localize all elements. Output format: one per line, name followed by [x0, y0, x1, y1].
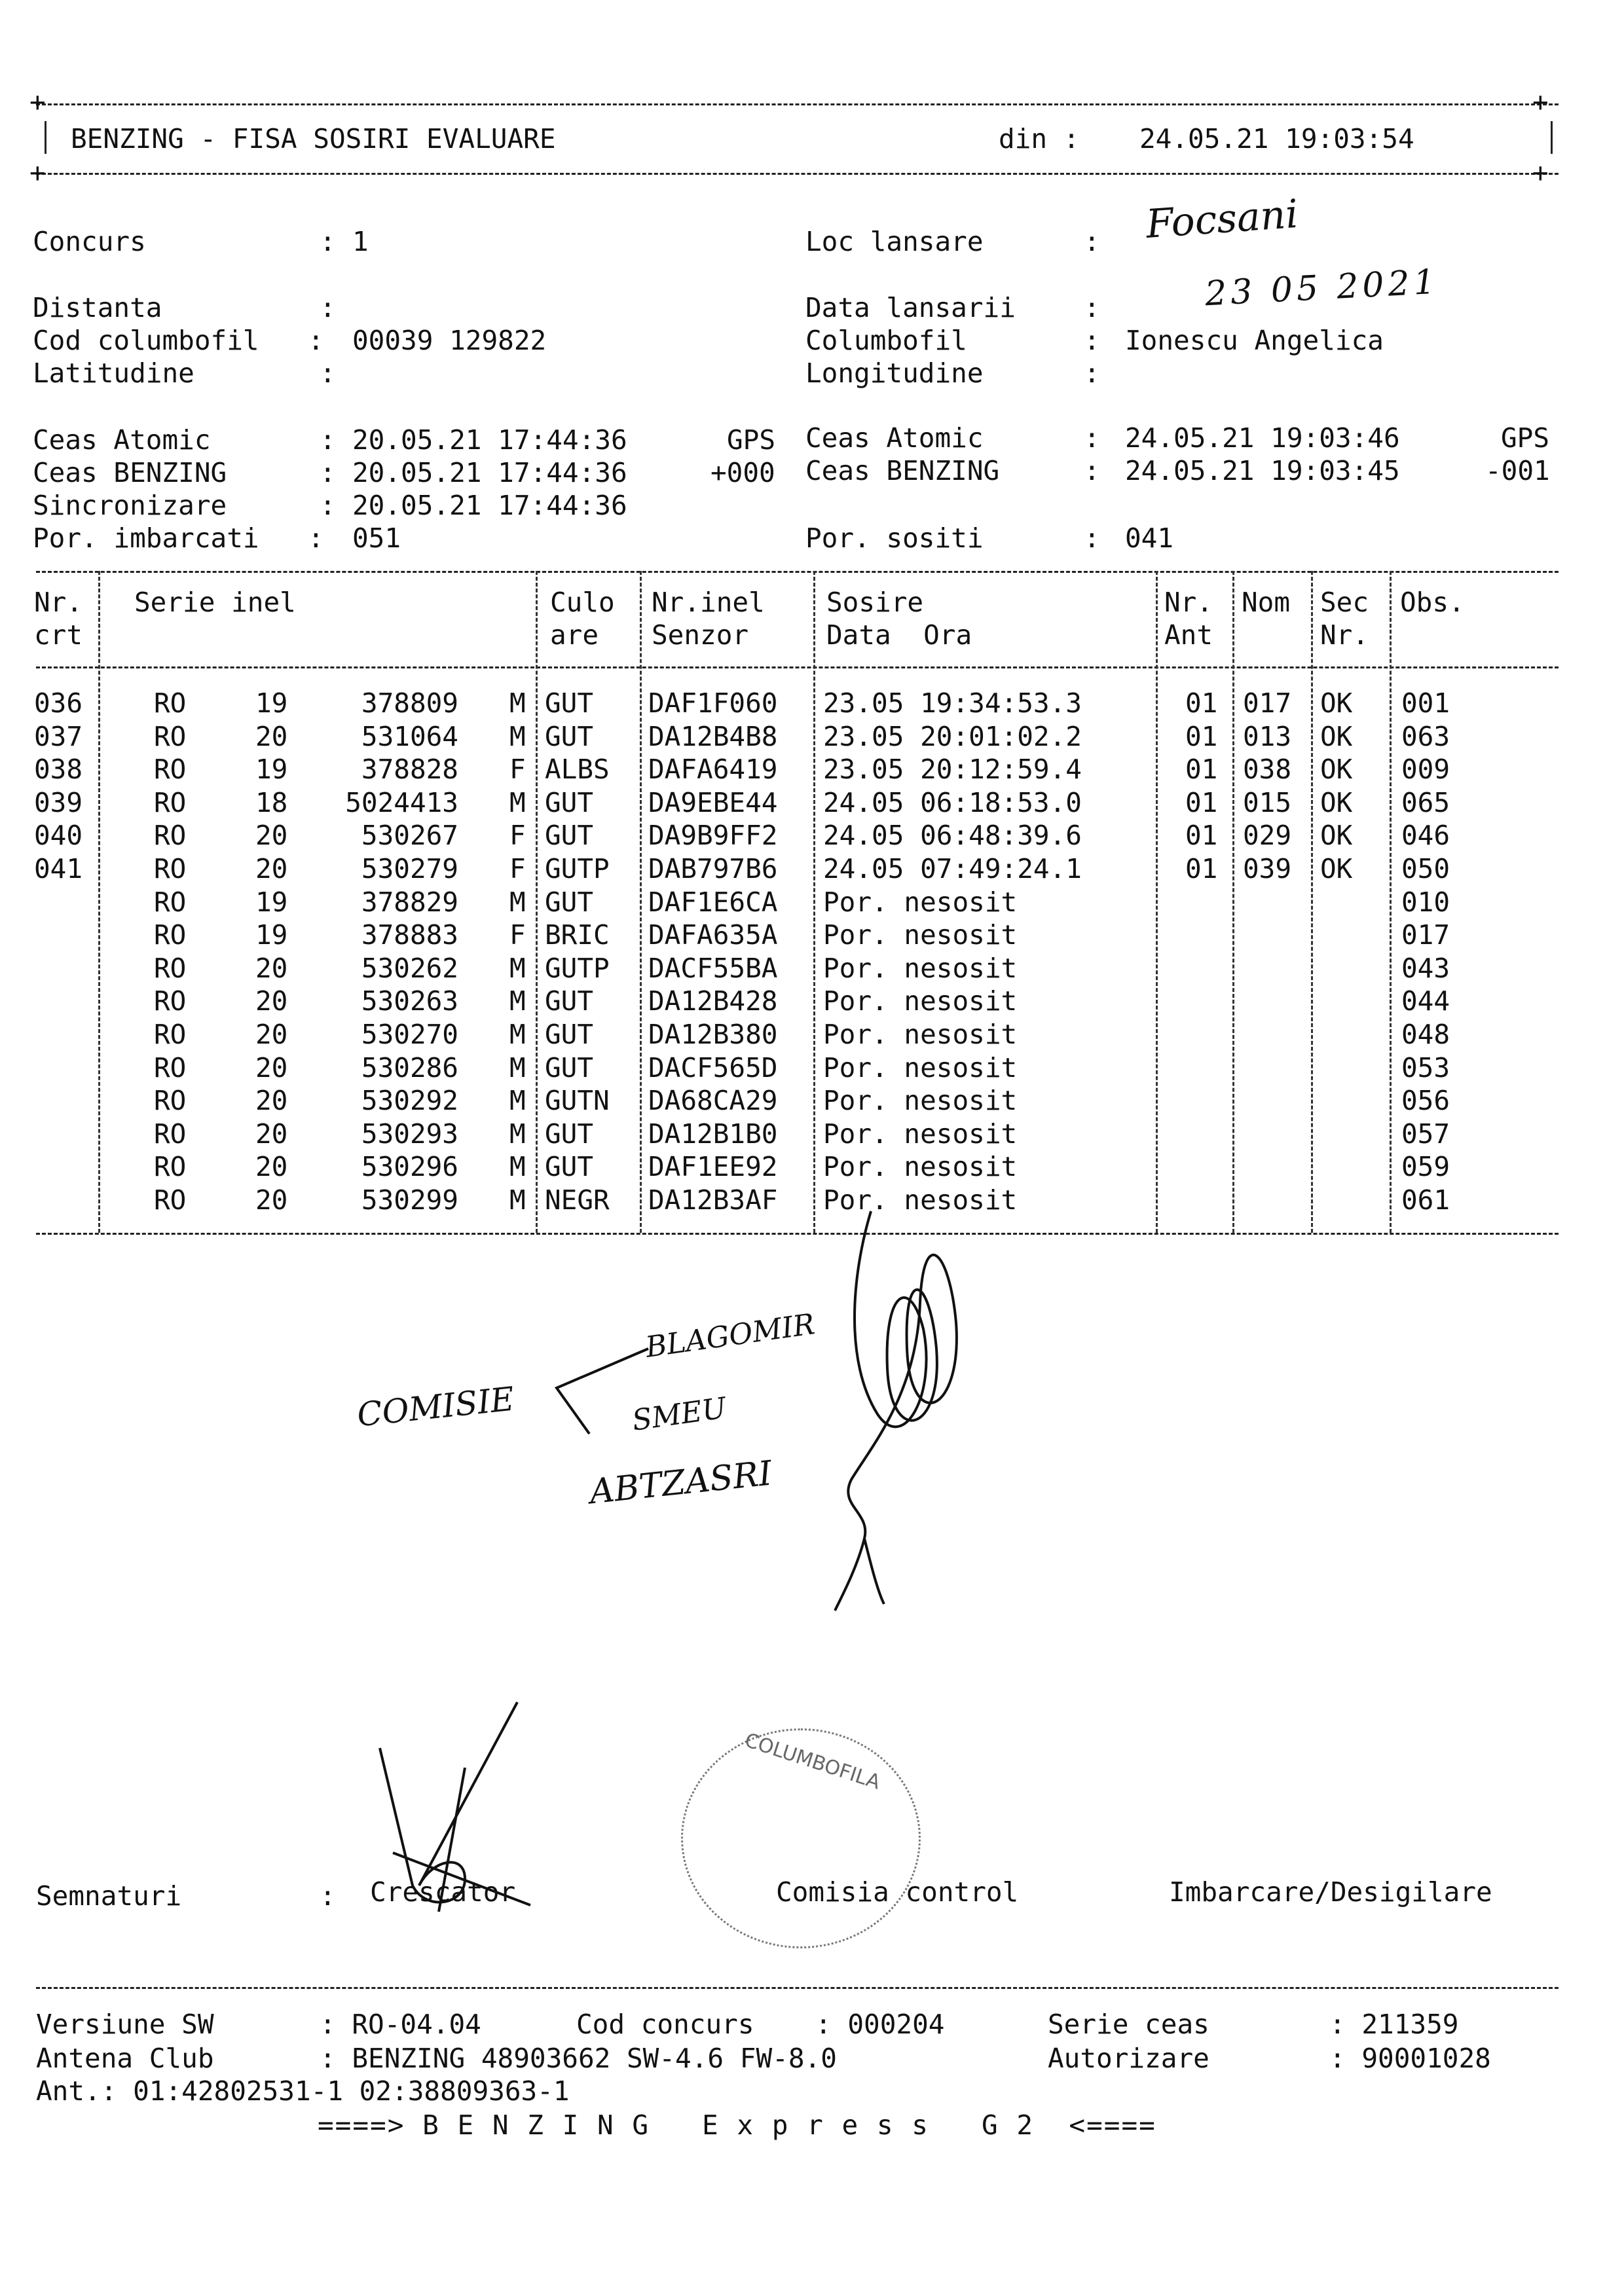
cell-obs: 053: [1401, 1051, 1450, 1084]
cell-country: RO: [154, 687, 187, 719]
sign-crescator: Crescator: [370, 1876, 516, 1908]
cell-country: RO: [154, 1085, 187, 1117]
cell-ring-number: 530270: [361, 1019, 458, 1050]
cell-obs: 046: [1401, 820, 1450, 852]
cell-sex: F: [509, 919, 526, 951]
cell-color: GUT: [545, 985, 594, 1017]
th-data-ora: Data Ora: [826, 619, 972, 651]
clock-left-suffix-0: GPS: [727, 424, 776, 456]
header-bottom-rule: [36, 173, 1559, 175]
cell-year: 19: [255, 919, 288, 951]
cell-year: 19: [255, 754, 288, 786]
cell-year: 20: [255, 1019, 288, 1050]
cell-arrival: Por. nesosit: [823, 1184, 1018, 1216]
info-label-latitudine: Latitudine: [33, 357, 194, 389]
cell-sensor: DACF565D: [648, 1051, 778, 1084]
cell-ring-number: 378828: [361, 754, 458, 786]
cell-ring-number: 378809: [361, 687, 458, 719]
info-label-cod-columbofil: Cod columbofil: [33, 325, 259, 356]
footer-cod-concurs-value: : 000204: [815, 2009, 945, 2040]
cell-obs: 050: [1401, 853, 1450, 884]
table-row: [0, 1085, 1624, 1119]
table-header-rule: [36, 666, 1559, 668]
cell-nom: 013: [1243, 720, 1292, 752]
clock-right-sep-1: :: [1084, 455, 1100, 486]
table-row: [0, 953, 1624, 987]
cell-arrival: Por. nesosit: [823, 1118, 1018, 1150]
cell-obs: 010: [1401, 886, 1450, 918]
header-din-value: 24.05.21 19:03:54: [1139, 123, 1414, 155]
th-nr-crt-1: Nr.: [34, 587, 83, 618]
cell-year: 20: [255, 985, 288, 1017]
cell-country: RO: [154, 985, 187, 1017]
cell-year: 20: [255, 1184, 288, 1216]
header-plus-tl: +: [29, 86, 46, 118]
stamp-text: COLUMBOFILA: [741, 1728, 883, 1795]
cell-year: 20: [255, 1085, 288, 1117]
cell-obs: 061: [1401, 1184, 1450, 1216]
cell-sensor: DA12B1B0: [648, 1118, 778, 1150]
info-label-columbofil: Columbofil: [805, 325, 967, 356]
clock-right-value-0: 24.05.21 19:03:46: [1125, 422, 1400, 454]
cell-obs: 001: [1401, 687, 1450, 719]
clock-left-value-3: 051: [352, 522, 401, 554]
signature-scribble-large: [773, 1198, 989, 1624]
info-sep-loc-lansare: :: [1084, 226, 1100, 257]
cell-year: 20: [255, 853, 288, 884]
cell-sensor: DA12B3AF: [648, 1184, 778, 1216]
cell-arrival: Por. nesosit: [823, 1151, 1018, 1183]
table-row: [0, 853, 1624, 887]
cell-sensor: DAF1F060: [648, 687, 778, 719]
cell-antenna: 01: [1185, 687, 1218, 719]
cell-arrival: Por. nesosit: [823, 886, 1018, 918]
cell-sec: OK: [1320, 786, 1353, 818]
cell-obs: 043: [1401, 952, 1450, 984]
cell-antenna: 01: [1185, 820, 1218, 852]
cell-color: GUTN: [545, 1085, 610, 1117]
cell-country: RO: [154, 952, 187, 984]
handwritten-comisie: COMISIE: [355, 1379, 517, 1434]
cell-sec: OK: [1320, 687, 1353, 719]
table-row: [0, 687, 1624, 721]
cell-country: RO: [154, 1184, 187, 1216]
cell-country: RO: [154, 919, 187, 951]
cell-nom: 029: [1243, 820, 1292, 852]
cell-year: 19: [255, 886, 288, 918]
info-label-data-lansarii: Data lansarii: [805, 292, 1016, 323]
cell-antenna: 01: [1185, 720, 1218, 752]
cell-color: GUTP: [545, 952, 610, 984]
clock-right-value-3: 041: [1125, 522, 1174, 554]
cell-color: GUT: [545, 1019, 594, 1050]
stamp: [681, 1728, 921, 1948]
cell-ring-number: 530296: [361, 1151, 458, 1183]
cell-country: RO: [154, 1118, 187, 1150]
cell-sensor: DAB797B6: [648, 853, 778, 884]
clock-left-label-3: Por. imbarcati: [33, 522, 259, 554]
cell-sensor: DAF1EE92: [648, 1151, 778, 1183]
cell-obs: 056: [1401, 1085, 1450, 1117]
cell-country: RO: [154, 820, 187, 852]
cell-color: GUT: [545, 886, 594, 918]
clock-left-sep-2: :: [320, 490, 336, 521]
info-sep-columbofil: :: [1084, 325, 1100, 356]
cell-ring-number: 531064: [361, 720, 458, 752]
sign-imbarcare: Imbarcare/Desigilare: [1169, 1876, 1492, 1908]
info-label-distanta: Distanta: [33, 292, 162, 323]
cell-color: ALBS: [545, 754, 610, 786]
clock-left-label-0: Ceas Atomic: [33, 424, 211, 456]
cell-ring-number: 530293: [361, 1118, 458, 1150]
clock-right-label-0: Ceas Atomic: [805, 422, 984, 454]
cell-sec: OK: [1320, 820, 1353, 852]
cell-arrival: 24.05 07:49:24.1: [823, 853, 1082, 884]
footer-antena-label: Antena Club: [36, 2043, 214, 2074]
th-culoare-2: are: [550, 619, 599, 651]
footer-antena-value: : BENZING 48903662 SW-4.6 FW-8.0: [320, 2043, 837, 2074]
handwritten-name-1: BLAGOMIR: [643, 1307, 817, 1364]
cell-obs: 057: [1401, 1118, 1450, 1150]
cell-crt: 041: [34, 853, 83, 884]
cell-year: 20: [255, 1051, 288, 1084]
header-top-rule: [36, 103, 1559, 105]
cell-ring-number: 530262: [361, 952, 458, 984]
info-label-loc-lansare: Loc lansare: [805, 226, 984, 257]
info-sep-latitudine: :: [320, 357, 336, 389]
cell-year: 18: [255, 786, 288, 818]
clock-left-sep-0: :: [320, 424, 336, 456]
clock-right-sep-0: :: [1084, 422, 1100, 454]
cell-crt: 038: [34, 754, 83, 786]
table-row: [0, 985, 1624, 1019]
table-row: [0, 820, 1624, 854]
table-row: [0, 886, 1624, 920]
cell-sensor: DAFA6419: [648, 754, 778, 786]
clock-left-value-0: 20.05.21 17:44:36: [352, 424, 627, 456]
info-value-concurs: 1: [352, 226, 369, 257]
cell-color: GUT: [545, 720, 594, 752]
cell-sensor: DA12B4B8: [648, 720, 778, 752]
sign-label: Semnaturi: [36, 1880, 182, 1912]
info-value-columbofil: Ionescu Angelica: [1125, 325, 1384, 356]
header-title: BENZING - FISA SOSIRI EVALUARE: [71, 123, 556, 155]
clock-left-value-1: 20.05.21 17:44:36: [352, 457, 627, 488]
th-nr-inel: Nr.inel: [652, 587, 765, 618]
cell-sex: M: [509, 1118, 526, 1150]
cell-sec: OK: [1320, 754, 1353, 786]
cell-nom: 017: [1243, 687, 1292, 719]
cell-sec: OK: [1320, 720, 1353, 752]
cell-year: 20: [255, 720, 288, 752]
header-plus-tr: +: [1532, 86, 1549, 118]
cell-ring-number: 530292: [361, 1085, 458, 1117]
th-obs: Obs.: [1400, 587, 1465, 618]
cell-nom: 038: [1243, 754, 1292, 786]
cell-sex: F: [509, 820, 526, 852]
th-sosire: Sosire: [826, 587, 924, 618]
clock-right-sep-3: :: [1084, 522, 1100, 554]
handwritten-name-2: SMEU: [630, 1391, 729, 1438]
info-label-concurs: Concurs: [33, 226, 146, 257]
header-left-bar: [45, 121, 46, 154]
cell-sex: F: [509, 754, 526, 786]
cell-crt: 040: [34, 820, 83, 852]
footer-ant-line: Ant.: 01:42802531-1 02:38809363-1: [36, 2075, 570, 2107]
cell-ring-number: 530267: [361, 820, 458, 852]
sign-sep: :: [320, 1880, 336, 1912]
cell-ring-number: 378883: [361, 919, 458, 951]
cell-sensor: DACF55BA: [648, 952, 778, 984]
footer-autorizare-value: : 90001028: [1329, 2043, 1491, 2074]
cell-sex: M: [509, 886, 526, 918]
cell-arrival: 23.05 20:01:02.2: [823, 720, 1082, 752]
clock-right-suffix-0: GPS: [1501, 422, 1550, 454]
footer-serie-ceas-label: Serie ceas: [1048, 2009, 1209, 2040]
cell-year: 20: [255, 952, 288, 984]
cell-arrival: Por. nesosit: [823, 985, 1018, 1017]
handwritten-loc-lansare: Focsani: [1144, 191, 1300, 248]
cell-sensor: DAF1E6CA: [648, 886, 778, 918]
cell-sex: M: [509, 687, 526, 719]
cell-sensor: DA68CA29: [648, 1085, 778, 1117]
table-row: [0, 1118, 1624, 1152]
footer-serie-ceas-value: : 211359: [1329, 2009, 1459, 2040]
clock-right-label-1: Ceas BENZING: [805, 455, 1000, 486]
footer-cod-concurs-label: Cod concurs: [576, 2009, 754, 2040]
cell-color: BRIC: [545, 919, 610, 951]
table-row: [0, 754, 1624, 788]
cell-obs: 059: [1401, 1151, 1450, 1183]
cell-obs: 009: [1401, 754, 1450, 786]
cell-sex: M: [509, 1184, 526, 1216]
cell-color: NEGR: [545, 1184, 610, 1216]
cell-year: 19: [255, 687, 288, 719]
cell-antenna: 01: [1185, 786, 1218, 818]
th-senzor: Senzor: [652, 619, 749, 651]
cell-arrival: Por. nesosit: [823, 919, 1018, 951]
th-culoare-1: Culo: [550, 587, 615, 618]
cell-arrival: 23.05 20:12:59.4: [823, 754, 1082, 786]
header-plus-br: +: [1532, 157, 1549, 189]
cell-sex: M: [509, 1019, 526, 1050]
cell-country: RO: [154, 1019, 187, 1050]
clock-left-sep-1: :: [320, 457, 336, 488]
cell-color: GUT: [545, 687, 594, 719]
cell-sensor: DAFA635A: [648, 919, 778, 951]
cell-ring-number: 5024413: [345, 786, 458, 818]
table-row: [0, 1151, 1624, 1185]
cell-arrival: 24.05 06:48:39.6: [823, 820, 1082, 852]
cell-antenna: 01: [1185, 754, 1218, 786]
cell-year: 20: [255, 1118, 288, 1150]
th-serie-inel: Serie inel: [134, 587, 296, 618]
clock-left-sep-3: :: [308, 522, 324, 554]
cell-obs: 065: [1401, 786, 1450, 818]
info-sep-longitudine: :: [1084, 357, 1100, 389]
cell-sensor: DA12B428: [648, 985, 778, 1017]
clock-left-suffix-1: +000: [710, 457, 775, 488]
info-sep-data-lansarii: :: [1084, 292, 1100, 323]
header-right-bar: [1551, 121, 1553, 154]
cell-color: GUT: [545, 1051, 594, 1084]
cell-sex: F: [509, 853, 526, 884]
cell-arrival: 24.05 06:18:53.0: [823, 786, 1082, 818]
info-label-longitudine: Longitudine: [805, 357, 984, 389]
cell-crt: 036: [34, 687, 83, 719]
cell-color: GUTP: [545, 853, 610, 884]
clock-right-label-3: Por. sositi: [805, 522, 984, 554]
cell-country: RO: [154, 853, 187, 884]
cell-sensor: DA9B9FF2: [648, 820, 778, 852]
cell-sex: M: [509, 985, 526, 1017]
cell-crt: 039: [34, 786, 83, 818]
cell-country: RO: [154, 1151, 187, 1183]
cell-crt: 037: [34, 720, 83, 752]
cell-country: RO: [154, 1051, 187, 1084]
cell-obs: 063: [1401, 720, 1450, 752]
info-sep-cod-columbofil: :: [308, 325, 324, 356]
cell-year: 20: [255, 820, 288, 852]
cell-ring-number: 530279: [361, 853, 458, 884]
cell-sex: M: [509, 1051, 526, 1084]
cell-country: RO: [154, 720, 187, 752]
clock-right-value-1: 24.05.21 19:03:45: [1125, 455, 1400, 486]
info-sep-concurs: :: [320, 226, 336, 257]
cell-antenna: 01: [1185, 853, 1218, 884]
cell-arrival: Por. nesosit: [823, 952, 1018, 984]
table-row: [0, 721, 1624, 755]
footer-autorizare-label: Autorizare: [1048, 2043, 1209, 2074]
cell-sex: M: [509, 952, 526, 984]
cell-sensor: DA9EBE44: [648, 786, 778, 818]
th-nr-crt-2: crt: [34, 619, 83, 651]
clock-right-suffix-1: -001: [1485, 455, 1550, 486]
handwritten-name-3: ABTZASRI: [587, 1453, 774, 1512]
cell-ring-number: 530286: [361, 1051, 458, 1084]
cell-year: 20: [255, 1151, 288, 1183]
cell-nom: 015: [1243, 786, 1292, 818]
cell-sec: OK: [1320, 853, 1353, 884]
th-sec-2: Nr.: [1320, 619, 1369, 651]
cell-country: RO: [154, 886, 187, 918]
th-nr-ant-2: Ant: [1164, 619, 1213, 651]
cell-sensor: DA12B380: [648, 1019, 778, 1050]
cell-arrival: Por. nesosit: [823, 1085, 1018, 1117]
handwritten-data-lansarii: 23 05 2021: [1204, 262, 1441, 314]
cell-country: RO: [154, 754, 187, 786]
cell-sex: M: [509, 720, 526, 752]
th-nom: Nom: [1242, 587, 1291, 618]
cell-obs: 048: [1401, 1019, 1450, 1050]
cell-ring-number: 530299: [361, 1184, 458, 1216]
th-sec-1: Sec: [1320, 587, 1369, 618]
th-nr-ant-1: Nr.: [1164, 587, 1213, 618]
cell-arrival: Por. nesosit: [823, 1019, 1018, 1050]
table-row: [0, 919, 1624, 953]
cell-obs: 017: [1401, 919, 1450, 951]
cell-color: GUT: [545, 820, 594, 852]
header-plus-bl: +: [29, 157, 46, 189]
footer-banner: ====> B E N Z I N G E x p r e s s G 2 <====: [318, 2109, 1156, 2141]
table-row: [0, 787, 1624, 821]
cell-nom: 039: [1243, 853, 1292, 884]
clock-left-label-1: Ceas BENZING: [33, 457, 227, 488]
sign-comisia: Comisia control: [776, 1876, 1019, 1908]
cell-sex: M: [509, 1151, 526, 1183]
cell-sex: M: [509, 1085, 526, 1117]
cell-ring-number: 378829: [361, 886, 458, 918]
footer-rule: [36, 1987, 1559, 1989]
cell-color: GUT: [545, 786, 594, 818]
cell-color: GUT: [545, 1118, 594, 1150]
cell-arrival: Por. nesosit: [823, 1051, 1018, 1084]
cell-country: RO: [154, 786, 187, 818]
cell-color: GUT: [545, 1151, 594, 1183]
table-row: [0, 1052, 1624, 1086]
cell-ring-number: 530263: [361, 985, 458, 1017]
clock-left-label-2: Sincronizare: [33, 490, 227, 521]
cell-arrival: 23.05 19:34:53.3: [823, 687, 1082, 719]
table-row: [0, 1019, 1624, 1053]
table-top-rule: [36, 571, 1559, 573]
footer-versiune-value: : RO-04.04: [320, 2009, 481, 2040]
info-value-cod-columbofil: 00039 129822: [352, 325, 547, 356]
info-sep-distanta: :: [320, 292, 336, 323]
cell-sex: M: [509, 786, 526, 818]
cell-obs: 044: [1401, 985, 1450, 1017]
header-din-label: din :: [999, 123, 1080, 155]
clock-left-value-2: 20.05.21 17:44:36: [352, 490, 627, 521]
footer-versiune-label: Versiune SW: [36, 2009, 214, 2040]
